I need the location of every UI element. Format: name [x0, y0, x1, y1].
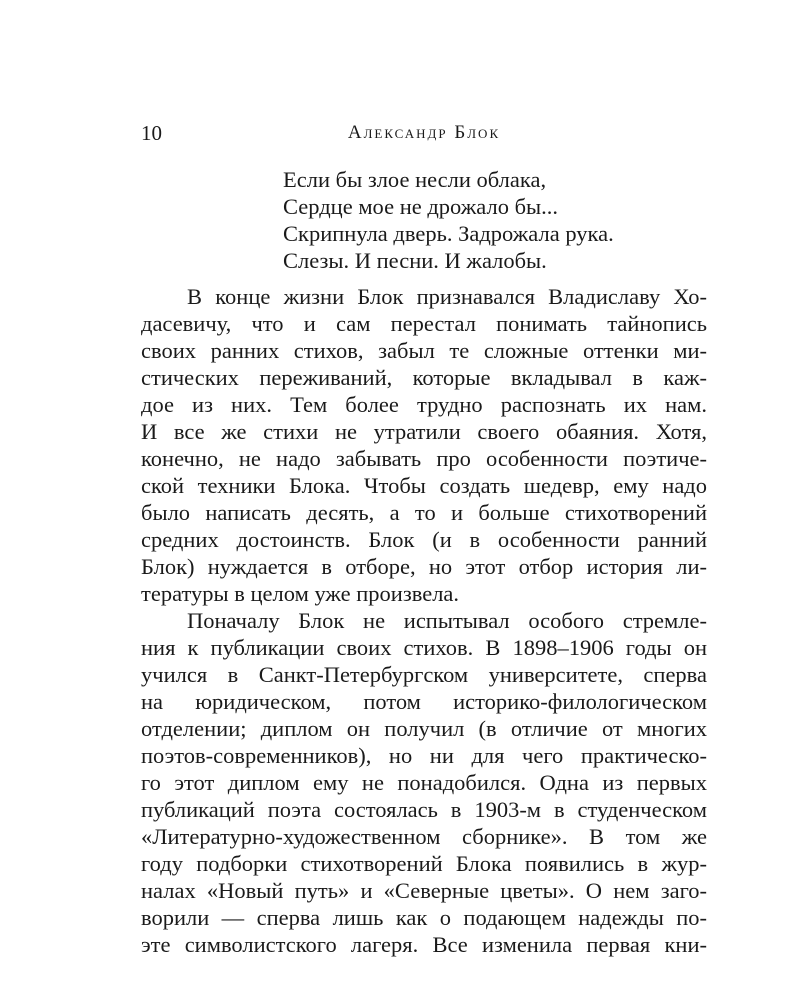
body-line: дое из них. Тем более трудно распознать их нам. — [141, 392, 707, 417]
body-line: ской техники Блока. Чтобы создать шедевр, ему надо — [141, 473, 707, 498]
poem-line: Слезы. И песни. И жалобы. — [283, 248, 547, 273]
body-line: средних достоинств. Блок (и в особенности ранний — [141, 527, 707, 552]
body-line: публикаций поэта состоялась в 1903-м в студенческом — [141, 797, 707, 822]
body-line: ния к публикации своих стихов. В 1898–1906 годы он — [141, 635, 707, 660]
poem-line: Если бы злое несли облака, — [283, 167, 547, 192]
body-line: налах «Новый путь» и «Северные цветы». О нем заго- — [141, 878, 707, 903]
running-head — [141, 118, 707, 148]
body-line: В конце жизни Блок признавался Владиславу Хо- — [187, 284, 707, 309]
body-line: Блок) нуждается в отборе, но этот отбор история ли- — [141, 554, 707, 579]
body-line: «Литературно-художественном сборнике». В том же — [141, 824, 707, 849]
body-line: ворили — сперва лишь как о подающем надежды по- — [141, 905, 707, 930]
body-line: на юридическом, потом историко-филологическом — [141, 689, 707, 714]
body-line: году подборки стихотворений Блока появились в жур- — [141, 851, 707, 876]
body-line: отделении; диплом он получил (в отличие от многих — [141, 716, 707, 741]
body-line: го этот диплом ему не понадобился. Одна из первых — [141, 770, 707, 795]
body-line: Поначалу Блок не испытывал особого стремле- — [187, 608, 707, 633]
body-line: поэтов-современников), но ни для чего практическо- — [141, 743, 707, 768]
body-line: своих ранних стихов, забыл те сложные оттенки ми- — [141, 338, 707, 363]
body-line: эте символистского лагеря. Все изменила первая кни- — [141, 932, 707, 957]
body-line: стических переживаний, которые вкладывал в каж- — [141, 365, 707, 390]
body-line: тературы в целом уже произвела. — [141, 581, 460, 606]
body-line: И все же стихи не утратили своего обаяния. Хотя, — [141, 419, 707, 444]
body-line: дасевичу, что и сам перестал понимать тайнопись — [141, 311, 707, 336]
poem-stanza — [283, 166, 614, 274]
page-number: 10 — [141, 121, 162, 145]
poem-line: Сердце мое не дрожало бы... — [283, 194, 559, 219]
body-line: конечно, не надо забывать про особенности поэтиче- — [141, 446, 707, 471]
body-line: было написать десять, а то и больше стихотворений — [141, 500, 707, 525]
running-title: Александр Блок — [347, 122, 501, 143]
body-line: учился в Санкт-Петербургском университете, сперва — [141, 662, 707, 687]
poem-line: Скрипнула дверь. Задрожала рука. — [283, 221, 614, 246]
